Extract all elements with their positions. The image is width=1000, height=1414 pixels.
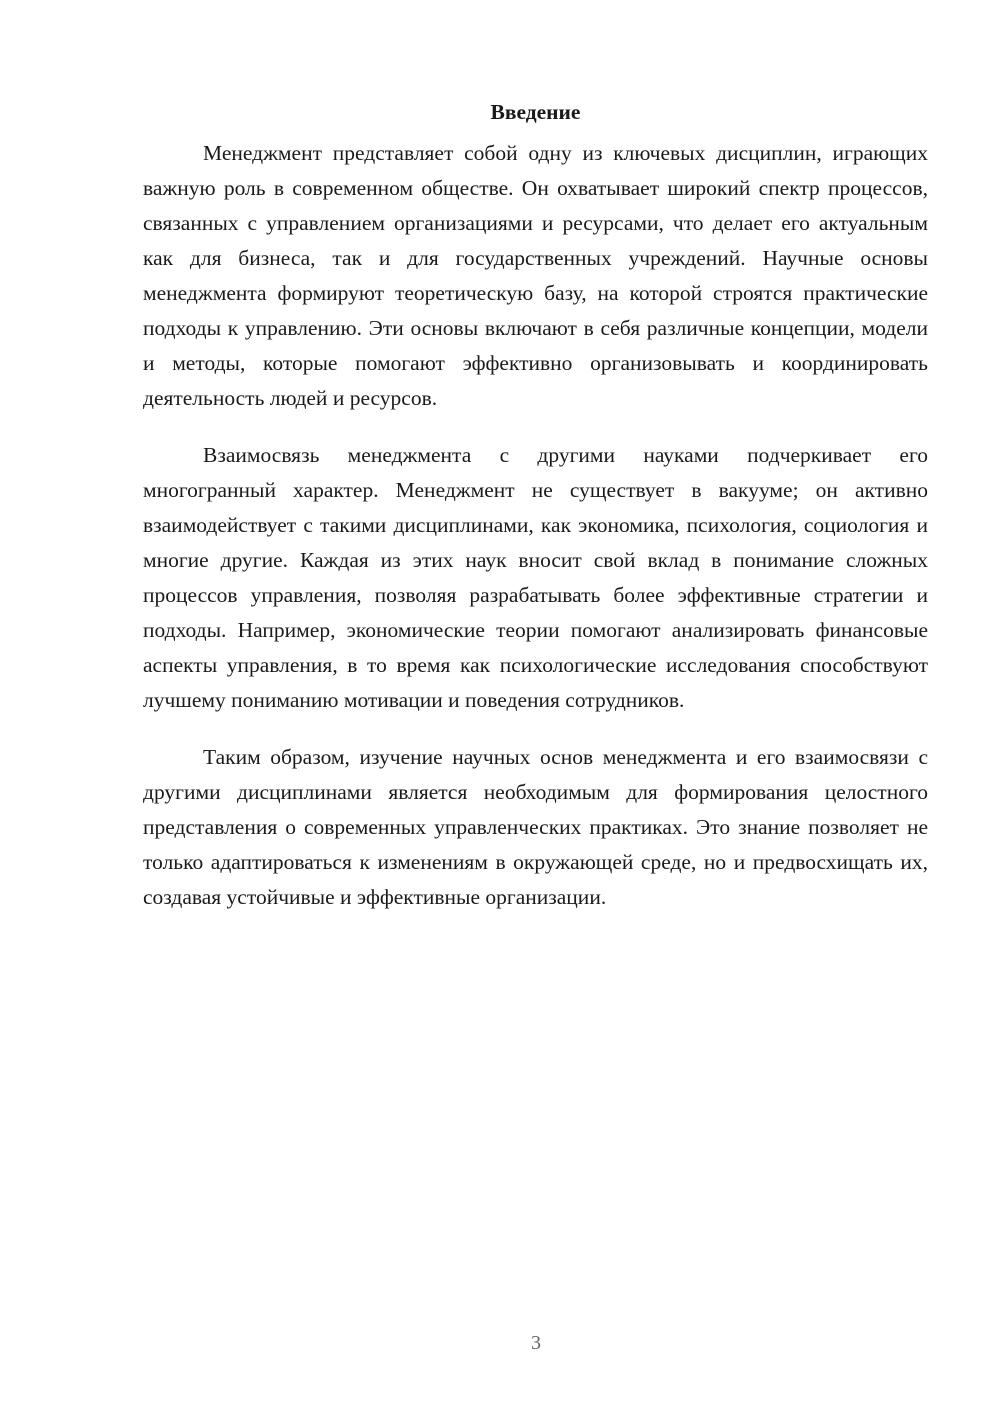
- page-number: 3: [531, 1332, 541, 1354]
- paragraph-1: Менеджмент представляет собой одну из ключевых дисциплин, играющих важную роль в современном обществе. Он охватывает широкий спектр процессов, связанных с управлением организациями и ресурсами, что делает его актуальным как для бизнеса, так и для государственных учреждений. Научные основы менеджмента формируют теоретическую базу, на которой строятся практические подходы к управлению. Эти основы включают в себя различные концепции, модели и методы, которые помогают эффективно организовывать и координировать деятельность людей и ресурсов.: [143, 141, 928, 410]
- paragraph-2: Взаимосвязь менеджмента с другими науками подчеркивает его многогранный характер. Менеджмент не существует в вакууме; он активно взаимодействует с такими дисциплинами, как экономика, психология, социология и многие другие. Каждая из этих наук вносит свой вклад в понимание сложных процессов управления, позволяя разрабатывать более эффективные стратегии и подходы. Например, экономические теории помогают анализировать финансовые аспекты управления, в то время как психологические исследования способствуют лучшему пониманию мотивации и поведения сотрудников.: [143, 443, 928, 712]
- paragraph-3: Таким образом, изучение научных основ менеджмента и его взаимосвязи с другими дисциплинами является необходимым для формирования целостного представления о современных управленческих практиках. Это знание позволяет не только адаптироваться к изменениям в окружающей среде, но и предвосхищать их, создавая устойчивые и эффективные организации.: [143, 745, 928, 909]
- section-heading: Введение: [490, 100, 581, 124]
- page-content: [143, 95, 928, 937]
